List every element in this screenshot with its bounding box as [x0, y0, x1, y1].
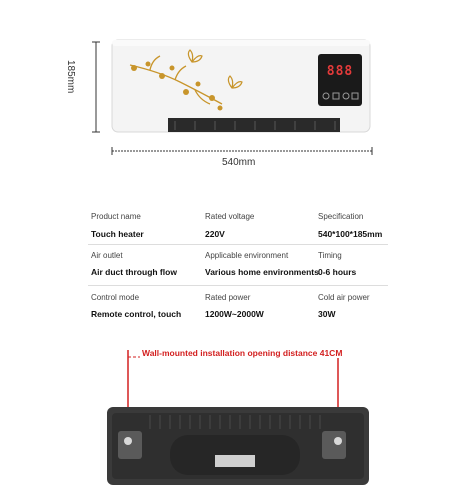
spec-label: Rated voltage [205, 212, 255, 221]
product-front-view [0, 0, 476, 175]
spec-value: Touch heater [91, 229, 144, 239]
spec-value: 0-6 hours [318, 267, 357, 277]
spec-label: Product name [91, 212, 141, 221]
spec-table [0, 205, 476, 325]
spec-value: 540*100*185mm [318, 229, 383, 239]
spec-label: Rated power [205, 293, 251, 302]
spec-value: 220V [205, 229, 225, 239]
spec-label: Cold air power [318, 293, 370, 302]
spec-value: Various home environments [205, 267, 319, 277]
spec-label: Air outlet [91, 251, 123, 260]
control-display: 888 [326, 64, 354, 79]
spec-value: 1200W~2000W [205, 309, 264, 319]
height-dimension-label: 185mm [65, 60, 76, 94]
spec-value: Air duct through flow [91, 267, 177, 277]
spec-label: Timing [318, 251, 342, 260]
divider [88, 244, 388, 245]
spec-label: Applicable environment [205, 251, 289, 260]
width-dimension-label: 540mm [222, 157, 256, 168]
spec-value: Remote control, touch [91, 309, 182, 319]
spec-label: Control mode [91, 293, 140, 302]
installation-diagram [0, 335, 476, 487]
spec-value: 30W [318, 309, 336, 319]
divider [88, 285, 388, 286]
installation-caption: Wall-mounted installation opening distance 41CM [142, 348, 343, 358]
spec-label: Specification [318, 212, 364, 221]
